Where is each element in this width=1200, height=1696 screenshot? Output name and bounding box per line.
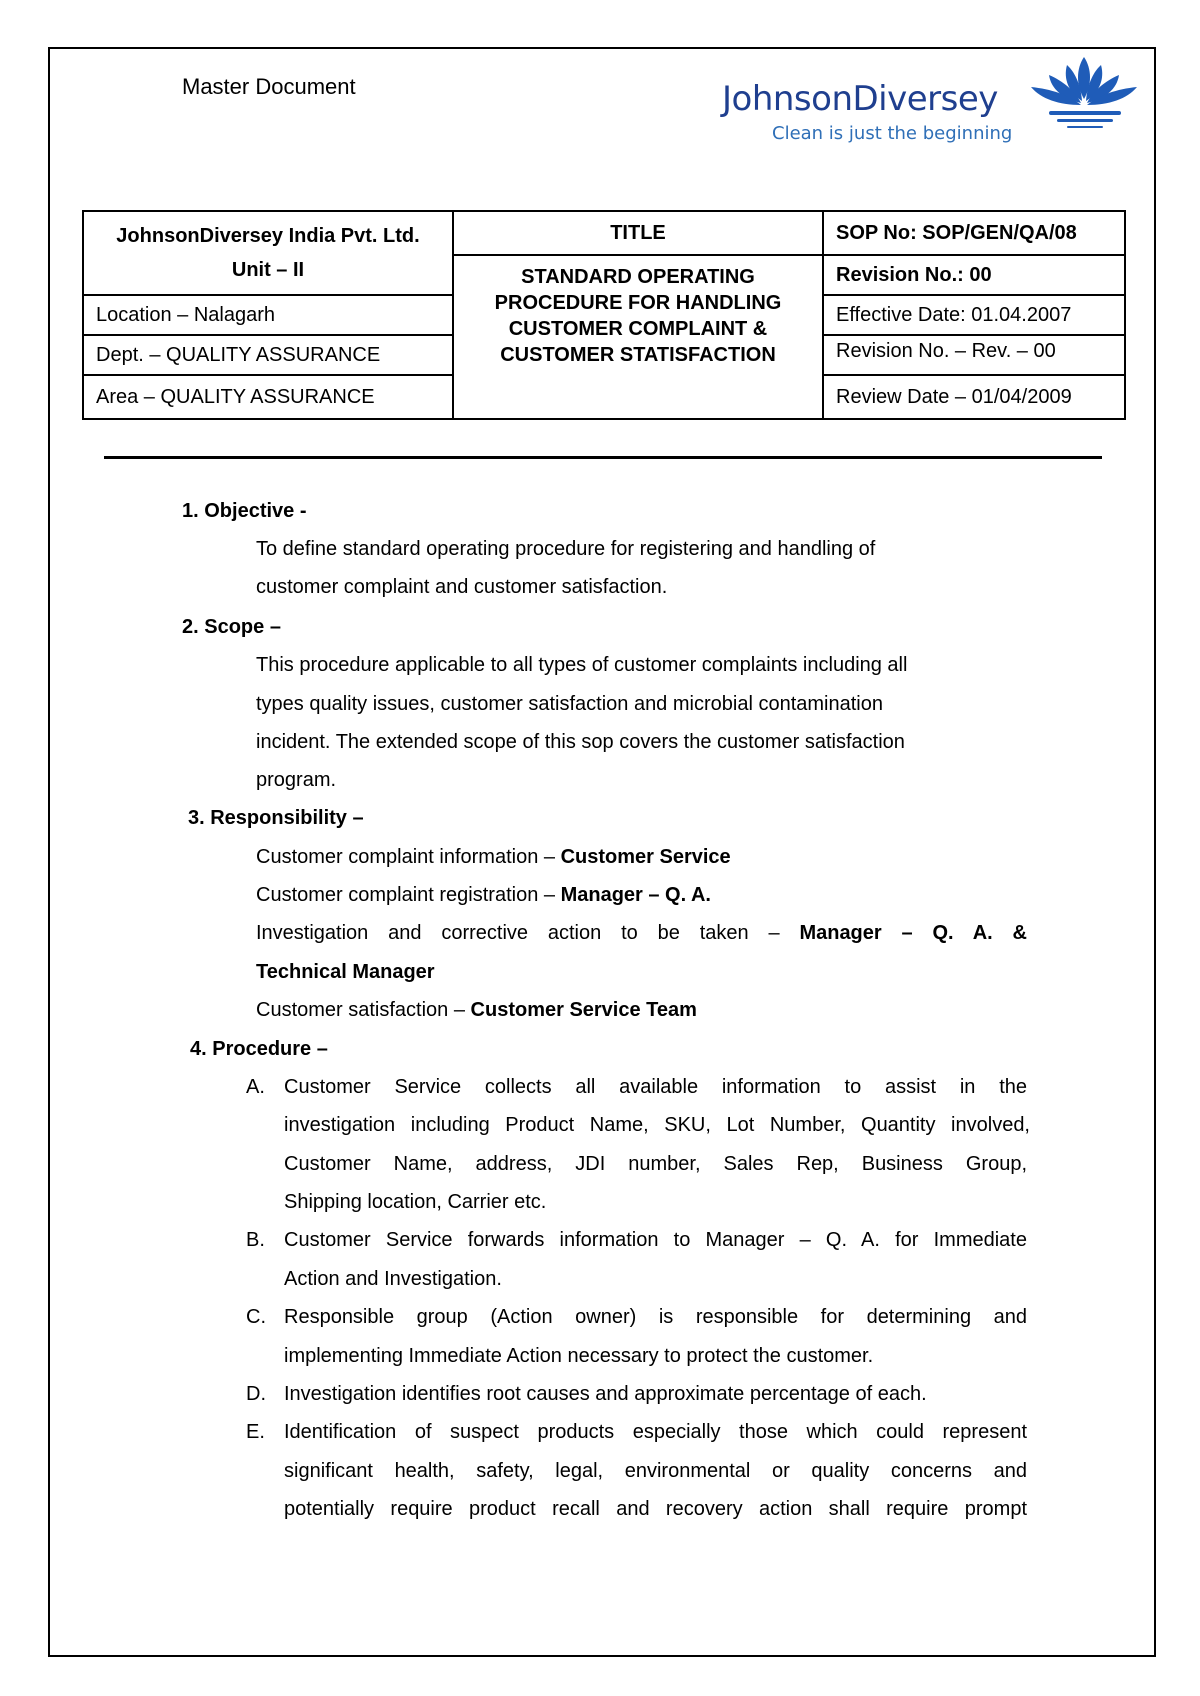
procedure-line: Shipping location, Carrier etc.	[284, 1191, 547, 1213]
procedure-line: Responsible group (Action owner) is responsible for determining and	[284, 1306, 1027, 1328]
company-unit-cell: JohnsonDiversey India Pvt. Ltd. Unit – II	[83, 211, 453, 295]
procedure-item-label: D.	[246, 1383, 266, 1405]
revision-number-cell: Revision No.: 00	[823, 255, 1125, 295]
logo-tagline: Clean is just the beginning	[772, 123, 1013, 144]
scope-line: incident. The extended scope of this sop covers the customer satisfaction	[256, 731, 905, 753]
procedure-line: significant health, safety, legal, environmental or quality concerns and	[284, 1460, 1027, 1482]
location-cell: Location – Nalagarh	[83, 295, 453, 335]
procedure-item-label: A.	[246, 1076, 265, 1098]
scope-line: program.	[256, 769, 337, 791]
procedure-item-label: E.	[246, 1421, 265, 1443]
procedure-line: Investigation identifies root causes and approximate percentage of each.	[284, 1383, 927, 1405]
procedure-line: Customer Service forwards information to Manager – Q. A. for Immediate	[284, 1229, 1027, 1251]
procedure-item-label: C.	[246, 1306, 266, 1328]
revision-rev-cell: Revision No. – Rev. – 00	[823, 335, 1125, 375]
procedure-line: Identification of suspect products especially those which could represent	[284, 1421, 1027, 1443]
responsibility-item	[256, 999, 697, 1022]
master-document-label: Master Document	[182, 74, 356, 99]
logo-name: JohnsonDiversey	[722, 79, 998, 119]
procedure-line: implementing Immediate Action necessary to protect the customer.	[284, 1345, 874, 1367]
scope-line: This procedure applicable to all types of customer complaints including all	[256, 654, 908, 676]
procedure-line: Action and Investigation.	[284, 1268, 502, 1290]
scope-heading: 2. Scope –	[182, 616, 281, 638]
sop-title-cell: STANDARD OPERATING PROCEDURE FOR HANDLING CUSTOMER COMPLAINT & CUSTOMER STATISFACTION	[453, 255, 823, 419]
procedure-line: investigation including Product Name, SKU, Lot Number, Quantity involved,	[284, 1114, 1030, 1136]
area-cell: Area – QUALITY ASSURANCE	[83, 375, 453, 419]
objective-line: customer complaint and customer satisfaction.	[256, 576, 668, 598]
responsibility-item	[256, 961, 435, 984]
objective-line: To define standard operating procedure for registering and handling of	[256, 538, 876, 560]
scope-line: types quality issues, customer satisfaction and microbial contamination	[256, 693, 883, 715]
responsibility-item	[256, 922, 1027, 945]
responsibility-owner: Manager – Q. A. &	[799, 922, 1027, 944]
procedure-heading: 4. Procedure –	[190, 1038, 328, 1060]
responsibility-item	[256, 846, 731, 869]
responsibility-owner: Manager – Q. A.	[560, 884, 711, 906]
company-logo	[722, 55, 1142, 150]
responsibility-owner: Customer Service	[560, 846, 731, 868]
document-header-table	[82, 210, 1126, 420]
department-cell: Dept. – QUALITY ASSURANCE	[83, 335, 453, 375]
responsibility-task: Customer complaint registration –	[256, 884, 561, 906]
review-date-cell: Review Date – 01/04/2009	[823, 375, 1125, 419]
responsibility-task: Investigation and corrective action to be taken –	[256, 922, 800, 944]
procedure-item-label: B.	[246, 1229, 265, 1251]
responsibility-owner: Technical Manager	[256, 961, 435, 983]
responsibility-heading: 3. Responsibility –	[188, 807, 364, 829]
responsibility-owner: Customer Service Team	[470, 999, 697, 1021]
procedure-line: potentially require product recall and recovery action shall require prompt	[284, 1498, 1027, 1520]
header-divider	[104, 456, 1102, 459]
responsibility-task: Customer satisfaction –	[256, 999, 471, 1021]
procedure-line: Customer Service collects all available information to assist in the	[284, 1076, 1027, 1098]
title-label-cell: TITLE	[453, 211, 823, 255]
objective-heading: 1. Objective -	[182, 500, 307, 522]
responsibility-item	[256, 884, 711, 907]
responsibility-task: Customer complaint information –	[256, 846, 561, 868]
effective-date-cell: Effective Date: 01.04.2007	[823, 295, 1125, 335]
procedure-line: Customer Name, address, JDI number, Sales Rep, Business Group,	[284, 1153, 1027, 1175]
lotus-logo-icon	[1027, 55, 1142, 137]
sop-number-cell: SOP No: SOP/GEN/QA/08	[823, 211, 1125, 255]
